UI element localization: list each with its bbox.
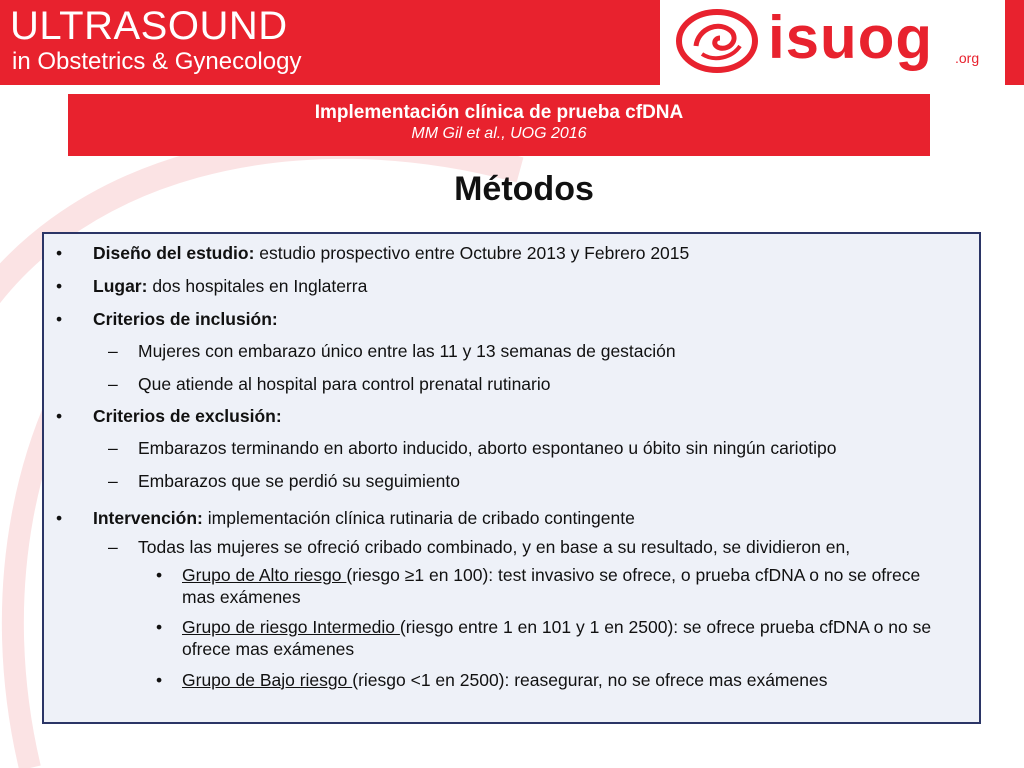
exclusion-label: Criterios de exclusión:: [93, 406, 282, 426]
journal-title: ULTRASOUND: [10, 4, 288, 48]
bullet-marker: •: [156, 617, 163, 637]
bullet-marker: •: [56, 309, 63, 329]
place-text: dos hospitales en Inglaterra: [147, 276, 368, 296]
design-label: Diseño del estudio:: [93, 243, 255, 263]
methods-content-box: [42, 232, 981, 724]
journal-subtitle: in Obstetrics & Gynecology: [12, 48, 302, 75]
list-subitem-inclusion-1: [108, 340, 968, 362]
low-risk-label: Grupo de Bajo riesgo: [182, 670, 353, 690]
logo-suffix: .org: [955, 50, 980, 66]
dash-marker: –: [108, 374, 118, 394]
design-text: estudio prospectivo entre Octubre 2013 y Febrero 2015: [254, 243, 690, 263]
list-subsubitem-mid-risk: [156, 616, 956, 660]
list-item-inclusion: [56, 308, 956, 330]
inclusion-2-text: Que atiende al hospital para control prenatal rutinario: [138, 374, 551, 394]
intervention-sub-text: Todas las mujeres se ofreció cribado combinado, y en base a su resultado, se dividieron en,: [138, 537, 851, 557]
list-item-design: [56, 242, 956, 264]
bullet-marker: •: [56, 243, 63, 263]
exclusion-1-text: Embarazos terminando en aborto inducido, aborto espontaneo u óbito sin ningún cariotipo: [138, 438, 837, 458]
list-subitem-inclusion-2: [108, 373, 968, 395]
intervention-label: Intervención:: [93, 508, 203, 528]
section-title: Métodos: [454, 170, 594, 208]
bullet-marker: •: [56, 508, 63, 528]
fetus-logo-icon: [674, 6, 760, 76]
list-item-exclusion: [56, 405, 956, 427]
isuog-logo: [660, 0, 1005, 85]
intervention-text: implementación clínica rutinaria de cribado contingente: [202, 508, 635, 528]
dash-marker: –: [108, 537, 118, 557]
list-subitem-exclusion-1: [108, 437, 968, 459]
list-subitem-exclusion-2: [108, 470, 968, 492]
dash-marker: –: [108, 471, 118, 491]
inclusion-1-text: Mujeres con embarazo único entre las 11 y 13 semanas de gestación: [138, 341, 676, 361]
exclusion-2-text: Embarazos que se perdió su seguimiento: [138, 471, 460, 491]
study-banner: [68, 94, 930, 156]
logo-wordmark: isuog: [768, 4, 933, 71]
mid-risk-label: Grupo de riesgo Intermedio: [182, 617, 400, 637]
header-bar: [0, 0, 1024, 85]
study-title: Implementación clínica de prueba cfDNA: [314, 102, 684, 123]
high-risk-text: (riesgo ≥1 en 100): test invasivo se ofrece, o prueba cfDNA o no se ofrece mas exámenes: [182, 565, 921, 607]
list-subsubitem-high-risk: [156, 564, 956, 608]
low-risk-text: (riesgo <1 en 2500): reasegurar, no se ofrece mas exámenes: [352, 670, 828, 690]
list-subsubitem-low-risk: [156, 669, 956, 691]
study-citation: MM Gil et al., UOG 2016: [411, 125, 587, 142]
bullet-marker: •: [56, 406, 63, 426]
list-subitem-intervention: [108, 536, 968, 558]
dash-marker: –: [108, 341, 118, 361]
dash-marker: –: [108, 438, 118, 458]
high-risk-label: Grupo de Alto riesgo: [182, 565, 347, 585]
bullet-marker: •: [156, 565, 163, 585]
inclusion-label: Criterios de inclusión:: [93, 309, 278, 329]
bullet-marker: •: [156, 670, 163, 690]
list-item-intervention: [56, 507, 956, 529]
list-item-place: [56, 275, 956, 297]
place-label: Lugar:: [93, 276, 148, 296]
mid-risk-text: (riesgo entre 1 en 101 y 1 en 2500): se ofrece prueba cfDNA o no se ofrece mas exámenes: [182, 617, 932, 659]
bullet-marker: •: [56, 276, 63, 296]
